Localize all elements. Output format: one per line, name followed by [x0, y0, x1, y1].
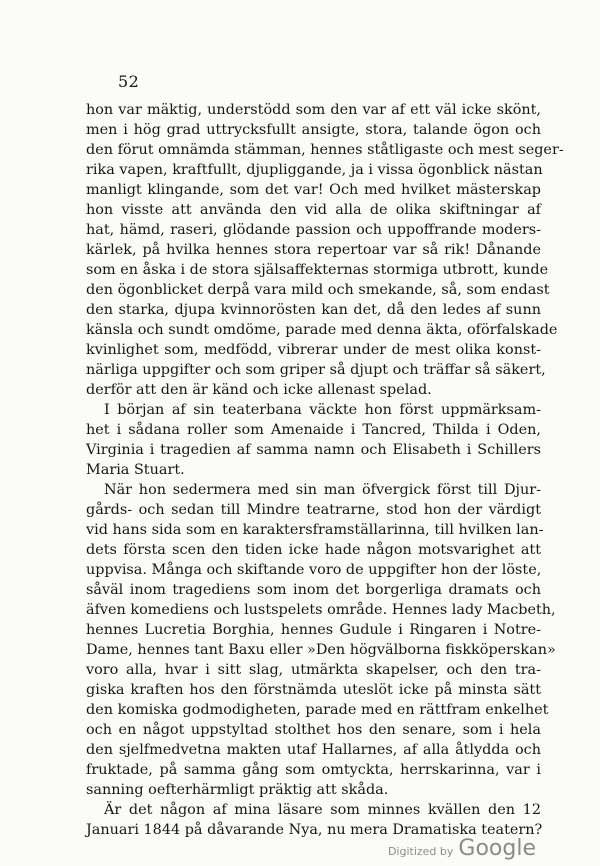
text-line: känsla och sundt omdöme, parade med denna äkta, oförfalskade	[86, 322, 558, 338]
text-line: vid hans sida som en karaktersframställarinna, till hvilken lan-	[86, 522, 544, 538]
text-line: fruktade, på samma gång som omtyckta, herrskarinna, var i	[86, 762, 541, 778]
text-line: kärlek, på hvilka hennes stora repertoar var så rik! Dånande	[86, 242, 541, 258]
text-line: giska kraften hos den förstnämda uteslöt icke på minsta sätt	[86, 682, 541, 698]
page-number: 52	[118, 72, 140, 91]
text-line: uppvisa. Många och skiftande voro de uppgifter hon der löste,	[86, 562, 542, 578]
text-line: gårds- och sedan till Mindre teatrarne, stod hon der värdigt	[86, 502, 541, 518]
text-line: närliga uppgifter och som griper så djupt och träffar så säkert,	[86, 362, 546, 378]
text-line: den sjelfmedvetna makten utaf Hallarnes, af alla åtlydda och	[86, 742, 541, 758]
text-line: den förut omnämda stämman, hennes ståtligaste och mest seger-	[86, 142, 564, 158]
text-line: hennes Lucretia Borghia, hennes Gudule i Ringaren i Notre-	[86, 622, 541, 638]
text-line: Dame, hennes tant Baxu eller »Den högvälborna fiskköperskan»	[86, 642, 556, 658]
text-line: voro alla, hvar i sitt slag, utmärkta skapelser, och den tra-	[86, 662, 541, 678]
text-line: men i hög grad uttrycksfullt ansigte, stora, talande ögon och	[86, 122, 541, 138]
google-logo: Google	[458, 836, 536, 861]
text-line: I början af sin teaterbana väckte hon först uppmärksam-	[104, 402, 541, 418]
text-line: het i sådana roller som Amenaide i Tancred, Thilda i Oden,	[86, 422, 541, 438]
text-line: dets första scen den tiden icke hade någon motsvarighet att	[86, 542, 541, 558]
text-line: såväl inom tragediens som inom det borgerliga dramats och	[86, 582, 541, 598]
text-line: den starka, djupa kvinnorösten kan det, då den ledes af sunn	[86, 302, 541, 318]
text-line: Januari 1844 på dåvarande Nya, nu mera Dramatiska teatern?	[86, 822, 543, 838]
text-line: hon var mäktig, understödd som den var af ett väl icke skönt,	[86, 102, 541, 118]
text-line: som en åska i de stora själsaffekternas stormiga utbrott, kunde	[86, 262, 549, 278]
text-line: När hon sedermera med sin man öfvergick först till Djur-	[104, 482, 541, 498]
text-line: hon visste att använda den vid alla de olika skiftningar af	[86, 202, 541, 218]
text-line: den komiska godmodigheten, parade med en rättfram enkelhet	[86, 702, 549, 718]
digitized-by-google-watermark	[388, 836, 536, 861]
text-line: derför att den är känd och icke allenast spelad.	[86, 382, 432, 398]
text-line: den ögonblicket derpå vara mild och smekande, så, som endast	[86, 282, 550, 298]
text-line: rika vapen, kraftfullt, djupliggande, ja i vissa ögonblick nästan	[86, 162, 543, 178]
text-line: Är det någon af mina läsare som minnes kvällen den 12	[104, 802, 541, 818]
text-line: Virginia i tragedien af samma namn och Elisabeth i Schillers	[86, 442, 541, 458]
text-line: och en något uppstyltad stolthet hos den senare, som i hela	[86, 722, 541, 738]
body-text	[86, 100, 564, 840]
text-line: manligt klingande, som det var! Och med hvilket mästerskap	[86, 182, 541, 198]
digitized-by-label: Digitized by	[387, 845, 454, 858]
text-line: kvinlighet som, medfödd, vibrerar under de mest olika konst-	[86, 342, 541, 358]
text-line: Maria Stuart.	[86, 462, 185, 478]
text-line: äfven komediens och lustspelets område. Hennes lady Macbeth,	[86, 602, 556, 618]
text-line: sanning oefterhärmligt präktig att skåda.	[86, 782, 389, 798]
text-line: hat, hämd, raseri, glödande passion och uppoffrande moders-	[86, 222, 541, 238]
